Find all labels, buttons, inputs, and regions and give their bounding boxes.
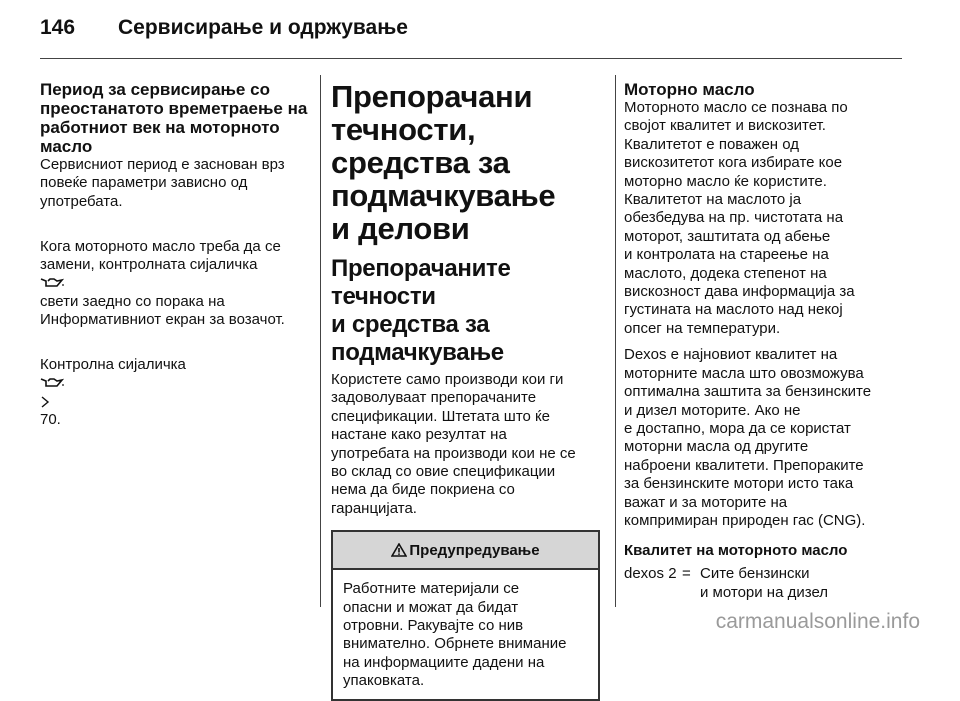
watermark: carmanualsonline.info [715, 610, 920, 633]
page-reference-arrow-icon [40, 396, 50, 408]
oil-quality-table [624, 565, 914, 602]
column-engine-oil [624, 80, 914, 602]
column-divider-2 [615, 75, 616, 607]
header-divider [40, 58, 902, 59]
warning-triangle-icon [391, 543, 407, 557]
oil-change-text-a: Кога моторното масло треба да се замени, контролната сијаличка [40, 237, 281, 274]
oil-can-icon [40, 377, 64, 389]
paragraph-service-basis: Сервисниот период е заснован врз повеќе параметри зависно од употребата. [40, 156, 285, 210]
page-title: Сервисирање и одржување [118, 16, 408, 39]
warning-title: Предупредување [409, 541, 540, 559]
paragraph-control-lamp [40, 338, 310, 430]
paragraph-oil-quality: Моторното масло се познава по својот квалитет и вискозитет. Квалитетот е поважен од вискозитетот кога избирате кое моторно масло ќе користите. Квалитетот на маслото ја обезбедува на пр. чистотата на моторот, заштитата од абење и контролата на стареење на маслото, додека степенот на вискозност дава информација за густината на маслото над некој опсег на температури. [624, 99, 855, 337]
paragraph-oil-change [40, 219, 310, 329]
column-divider-1 [320, 75, 321, 607]
chapter-heading: Препорачани течности, средства за подмачкување и делови [331, 79, 556, 246]
paragraph-use-specified-products: Користете само производи кои ги задоволуваат препорачаните спецификации. Штетата што ќе настане како резултат на употребата на производи кои не се во склад со овие спецификации нема да биде покриена со гаранцијата. [331, 371, 576, 517]
page-reference-link[interactable]: 70. [40, 411, 61, 429]
section-heading-fluids: Препорачаните течности и средства за подмачкување [331, 255, 511, 366]
warning-header [333, 532, 598, 570]
oil-can-icon [40, 277, 64, 289]
page-header [40, 16, 920, 56]
spec-description: Сите бензински и мотори на дизел [700, 565, 829, 601]
warning-text: Работните материјали се опасни и можат да бидат отровни. Ракувајте со нив внимателно. Обрнете внимание на информациите дадени на упаковката. [343, 580, 567, 690]
control-lamp-text: Контролна сијаличка [40, 356, 186, 374]
section-heading-engine-oil: Моторно масло [624, 80, 755, 99]
spec-name: dexos 2 [624, 565, 677, 583]
subheading-oil-quality: Квалитет на моторното масло [624, 542, 848, 560]
column-recommended-fluids [331, 80, 606, 701]
spec-equals: = [682, 565, 691, 583]
warning-box [331, 530, 600, 700]
oil-change-text-b: свети заедно со порака на Информативниот екран за возачот. [40, 292, 285, 329]
paragraph-dexos: Dexos е најновиот квалитет на моторните масла што овозможува оптимална заштита за бензинските и дизел моторите. Ако не е достапно, мора да се користат моторни масла од другите наброени квалитети. Препораките за бензинските мотори исто така важат и за моторите на компримиран природен гас (CNG). [624, 346, 872, 529]
column-service-interval [40, 80, 310, 438]
page-number: 146 [40, 16, 76, 39]
section-heading-service-interval: Период за сервисирање со преостанатото времетраење на работниот век на моторното масло [40, 80, 308, 156]
